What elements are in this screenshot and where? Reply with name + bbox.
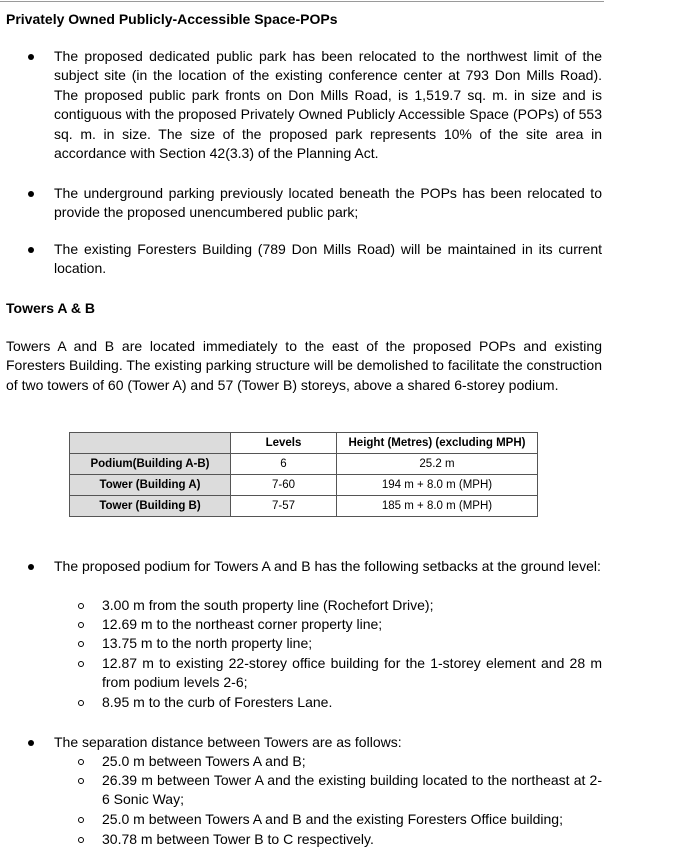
table-cell: 25.2 m	[337, 454, 538, 475]
table-header-cell: Height (Metres) (excluding MPH)	[337, 433, 538, 454]
bullet-park-relocation: The proposed dedicated public park has been relocated to the northwest limit of the subject site (in the location of the existing conference center at 793 Don Mills Road). The proposed public park fronts on Don Mills Road, is 1,519.7 sq. m. in size and is contiguous with the proposed Privately Owned Publicly Accessible Space (POPs) of 553 sq. m. in size. The size of the proposed park represents 10% of the site area in accordance with Section 42(3.3) of the Planning Act.	[54, 48, 602, 162]
table-row	[70, 454, 538, 475]
sub-bullet-marker	[78, 603, 84, 609]
separation-item: 25.0 m between Towers A and B;	[102, 753, 306, 769]
table-header-cell: Levels	[231, 433, 337, 454]
table-row-label: Podium(Building A-B)	[70, 454, 231, 475]
table-cell: 194 m + 8.0 m (MPH)	[337, 475, 538, 496]
table-header-row	[70, 433, 538, 454]
setback-item: 3.00 m from the south property line (Rochefort Drive);	[102, 597, 434, 613]
sub-bullet-marker	[78, 700, 84, 706]
bullet-marker	[28, 564, 34, 570]
separation-item: 26.39 m between Tower A and the existing building located to the northeast at 2-6 Sonic Way;	[102, 772, 602, 808]
setback-item: 12.87 m to existing 22-storey office building for the 1-storey element and 28 m from podium levels 2-6;	[102, 655, 602, 691]
sub-bullet-marker	[78, 661, 84, 667]
table-cell: 185 m + 8.0 m (MPH)	[337, 496, 538, 517]
towers-paragraph: Towers A and B are located immediately to the east of the proposed POPs and existing Foresters Building. The existing parking structure will be demolished to facilitate the construction of two towers of 60 (Tower A) and 57 (Tower B) storeys, above a shared 6-storey podium.	[6, 338, 602, 393]
building-levels-table	[69, 432, 538, 517]
setback-item: 12.69 m to the northeast corner property line;	[102, 616, 383, 632]
table-cell: 7-57	[231, 496, 337, 517]
sub-bullet-marker	[78, 778, 84, 784]
bullet-marker	[28, 740, 34, 746]
bullet-marker	[28, 54, 34, 60]
separation-item: 30.78 m between Tower B to C respectively.	[102, 831, 374, 847]
section-heading-pops: Privately Owned Publicly-Accessible Space-POPs	[6, 11, 338, 27]
setback-item: 8.95 m to the curb of Foresters Lane.	[102, 694, 333, 710]
top-rule	[0, 1, 604, 2]
bullet-foresters-building: The existing Foresters Building (789 Don Mills Road) will be maintained in its current location.	[54, 241, 602, 277]
table-cell: 6	[231, 454, 337, 475]
table-cell: 7-60	[231, 475, 337, 496]
table-row-label: Tower (Building B)	[70, 496, 231, 517]
table-row	[70, 475, 538, 496]
sub-bullet-marker	[78, 759, 84, 765]
sub-bullet-marker	[78, 622, 84, 628]
bullet-marker	[28, 247, 34, 253]
bullet-underground-parking: The underground parking previously located beneath the POPs has been relocated to provide the proposed unencumbered public park;	[54, 185, 602, 221]
setback-item: 13.75 m to the north property line;	[102, 635, 313, 651]
sub-bullet-marker	[78, 641, 84, 647]
bullet-podium-setbacks: The proposed podium for Towers A and B has the following setbacks at the ground level:	[54, 558, 601, 574]
bullet-marker	[28, 191, 34, 197]
table-header-cell	[70, 433, 231, 454]
section-heading-towers: Towers A & B	[6, 300, 95, 316]
table-row-label: Tower (Building A)	[70, 475, 231, 496]
separation-item: 25.0 m between Towers A and B and the existing Foresters Office building;	[102, 811, 563, 827]
sub-bullet-marker	[78, 817, 84, 823]
table-row	[70, 496, 538, 517]
bullet-tower-separation: The separation distance between Towers are as follows:	[54, 734, 402, 750]
sub-bullet-marker	[78, 837, 84, 843]
